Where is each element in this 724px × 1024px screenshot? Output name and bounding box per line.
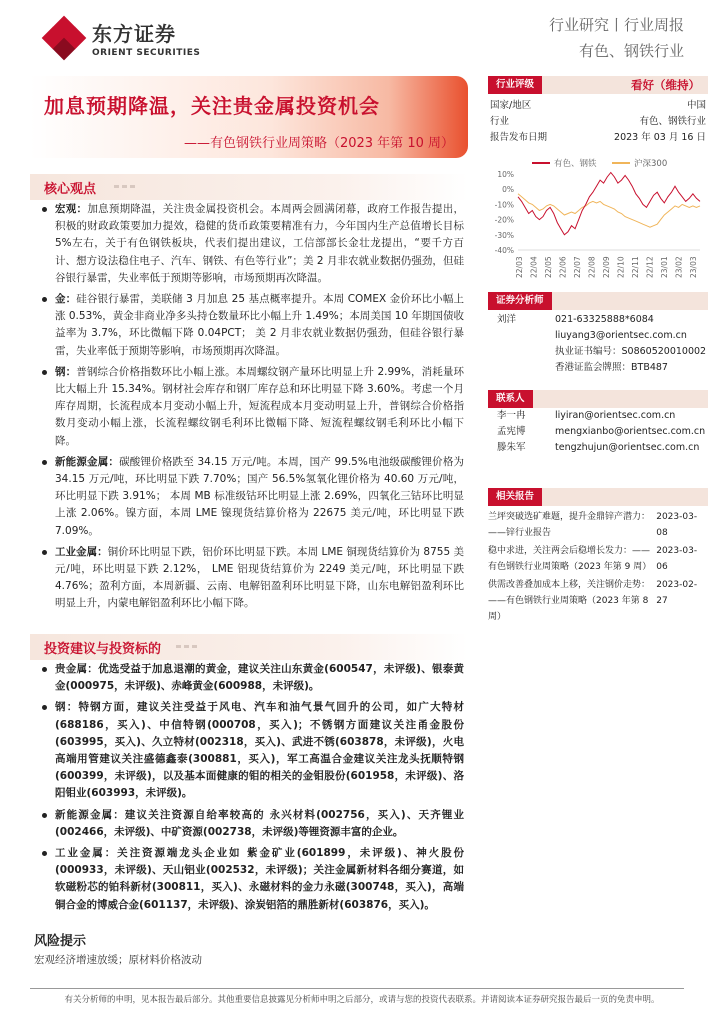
title-banner [30,76,468,158]
rating-header [488,76,708,94]
risk-title: 风险提示 [34,934,87,949]
legend-label: 沪深300 [634,159,668,169]
logo-name-en: ORIENT SECURITIES [92,48,201,58]
table-row: 报告发布日期 2023 年 03 月 16 日 [490,132,706,143]
report-category: 行业研究丨行业周报 [548,16,684,34]
contact-row: 滕朱军 tengzhujun@orientsec.com.cn [497,440,709,456]
related-report[interactable]: 供需改善叠加成本上移，关注钢价走势：——有色钢铁行业周策略（2023 年第 8 周） 2023-02-27 [488,580,698,622]
contacts-list [497,408,709,456]
page-title: 加息预期降温，关注贵金属投资机会 [44,94,380,118]
x-tick-label: 23/01 [660,256,669,278]
report-type [549,12,684,64]
x-tick-label: 22/11 [631,256,640,278]
contact-email[interactable]: liyiran@orientsec.com.cn [555,410,676,421]
section-title: 投资建议与投资标的 [44,642,162,657]
analyst-label: 证券分析师 [488,292,552,310]
logo-name-cn: 东方证券 [92,22,176,46]
section-header-advice [30,634,468,660]
y-tick-label: -20% [494,215,514,225]
analyst-hk-license: 香港证监会牌照：BTB487 [555,362,668,373]
footer-disclaimer: 有关分析师的申明，见本报告最后部分。其他重要信息披露见分析师申明之后部分，或请与您的投资代表联系。并请阅读本证券研究报告最后一页的免责申明。 [64,995,660,1005]
rating-label: 行业评级 [488,76,542,94]
table-row: 国家/地区 中国 [490,100,706,111]
contact-email[interactable]: mengxianbo@orientsec.com.cn [555,426,706,437]
logo-icon [44,18,84,58]
related-list [488,510,708,628]
section-header-core [30,174,468,200]
footer-divider [30,988,684,989]
report-sector: 有色、钢铁行业 [578,42,684,60]
legend-swatch [612,162,630,164]
advice-list [40,661,464,918]
related-report[interactable]: 兰坪突破选矿难题，提升金鼎锌产潜力：——锌行业报告 2023-03-08 [488,512,698,538]
page-subtitle: ——有色钢铁行业周策略（2023 年第 10 周） [183,136,454,151]
list-item: 贵金属：优选受益于加息退潮的黄金，建议关注山东黄金(600547，未评级)、银泰黄金(000975，未评级)、赤峰黄金(600988，未评级)。 [40,661,464,695]
y-tick-label: -40% [494,246,514,255]
contact-row: 孟宪博 mengxianbo@orientsec.com.cn [497,424,709,440]
related-header [488,488,708,506]
analyst-email[interactable]: liuyang3@orientsec.com.cn [555,330,687,341]
contact-row: 李一冉 liyiran@orientsec.com.cn [497,408,709,424]
x-tick-label: 23/03 [689,256,698,278]
x-tick-label: 22/08 [587,256,597,278]
performance-chart [488,168,708,286]
analyst-info [497,312,709,376]
x-tick-label: 22/10 [616,256,626,278]
list-item: 宏观：加息预期降温，关注贵金属投资机会。本周两会圆满闭幕，政府工作报告提出，积极的财政政策要加力提效，稳健的货币政策要精准有力，今年国内生产总值增长目标 5%左右，关于有色钢铁板块，代表们提出建议，工信部部长金壮龙提出，“要千方百计、想方设法稳住电子、汽车、钢铁、有色等行业”；美 2 月非农就业数据仍强劲，但硅谷银行暴雷，失业率低于预期等影响，市场预期再次降温。 [40,201,464,287]
x-tick-label: 22/06 [558,256,568,278]
legend-swatch [532,162,550,164]
contacts-header [488,390,708,408]
y-tick-label: -30% [494,230,514,240]
y-tick-label: -10% [494,200,514,210]
table-row: 行业 有色、钢铁行业 [490,116,706,127]
legend-label: 有色、钢铁 [554,159,597,169]
list-item: 新能源金属：碳酸锂价格跌至 34.15 万元/吨。本周，国产 99.5%电池级碳酸锂价格为 34.15 万元/吨，环比明显下跌 7.70%；国产 56.5%氢氧化锂价格为 40.60 万元/吨，环比明显下跌 3.91%； 本周 MB 标准级钴环比明显上涨 2.69%，四氧化三钴环比明显上涨 2.06%。镍方面，本周 LME 镍现货结算价格为 22675 美元/吨，环比明显下跌 7.09%。 [40,454,464,540]
analyst-header [488,292,708,310]
analyst-phone: 021-63325888*6084 [555,314,654,325]
list-item: 钢：特钢方面，建议关注受益于风电、汽车和油气景气回升的公司，如广大特材(688186，买入)、中信特钢(000708，买入)；不锈钢方面建议关注甬金股份(603995，买入)、久立特材(002318，买入)、武进不锈(603878，未评级)，火电高端用管建议关注盛德鑫泰(300881，买入)，军工高温合金建议关注龙头抚顺特钢(600399，未评级)，以及基本面健康的钼的相关的金钼股份(601958，未评级)、洛阳钼业(603993，未评级)。 [40,699,464,802]
list-item: 工业金属：铜价环比明显下跌，铝价环比明显下跌。本周 LME 铜现货结算价为 8755 美元/吨，环比明显下跌 2.12%， LME 铝现货结算价为 2249 美元/吨，环比明显下跌 4.76%；盈利方面，本周新疆、云南、电解铝盈利环比明显下降，山东电解铝盈利环比明显上升，内蒙电解铝盈利环比小幅下降。 [40,544,464,613]
section-title: 核心观点 [44,182,97,197]
company-logo [44,18,200,58]
y-tick-label: 10% [497,170,514,179]
list-item: 金：硅谷银行暴雷，美联储 3 月加息 25 基点概率提升。本周 COMEX 金价环比小幅上涨 0.53%，黄金非商业净多头持仓数量环比小幅上升 1.49%；本周美国 10 年期国债收益率为 3.7%，环比微幅下降 0.04PCT； 美 2 月非农就业数据仍强劲，但硅谷银行暴雷，失业率低于预期等影响，市场预期再次降温。 [40,291,464,360]
related-label: 相关报告 [488,488,542,506]
rating-value: 看好（维持） [631,78,700,92]
analyst-name: 刘洋 [497,314,517,325]
x-tick-label: 22/07 [573,256,582,278]
x-tick-label: 22/12 [645,256,655,278]
x-tick-label: 22/03 [515,256,524,278]
contacts-label: 联系人 [488,390,533,408]
contact-email[interactable]: tengzhujun@orientsec.com.cn [555,442,700,453]
analyst-cert: 执业证书编号：S0860520010002 [555,346,707,357]
section-dots [114,185,135,188]
y-tick-label: 0% [502,185,514,195]
series-line [518,194,700,227]
x-tick-label: 22/09 [602,256,611,278]
x-tick-label: 22/04 [529,256,539,278]
risk-text: 宏观经济增速放缓；原材料价格波动 [34,954,202,966]
series-line [518,173,700,235]
related-report[interactable]: 稳中求进，关注两会后稳增长发力：——有色钢铁行业周策略（2023 年第 9 周） 2023-03-06 [488,546,698,572]
section-dots [176,645,197,648]
x-tick-label: 22/05 [544,256,553,278]
list-item: 工业金属：关注资源端龙头企业如 紫金矿业(601899，未评级)、神火股份(000933，未评级)、天山铝业(002532，未评级)；关注金属新材料各细分赛道，如软磁粉芯的铂科新材(300811，买入)、永磁材料的金力永磁(300748，买入)，高端铜合金的博威合金(601137，未评级)、涂炭铝箔的鼎胜新材(603876，买入)。 [40,845,464,914]
core-list [40,201,464,617]
rating-table [490,98,706,146]
list-item: 钢：普钢综合价格指数环比小幅上涨。本周螺纹钢产量环比明显上升 2.99%，消耗量环比大幅上升 15.34%。钢材社会库存和钢厂库存总和环比明显下降 3.60%。考虑一个月库存周期，长流程成本月变动小幅上升，短流程成本月变动明显上升，普钢综合价格指数月变动小幅上涨，长流程螺纹钢毛利环比微幅下降、短流程螺纹钢毛利环比小幅下降。 [40,364,464,450]
list-item: 新能源金属：建议关注资源自给率较高的 永兴材料(002756，买入)、天齐锂业(002466，未评级)、中矿资源(002738，未评级)等锂资源丰富的企业。 [40,807,464,841]
x-tick-label: 23/02 [674,256,684,278]
